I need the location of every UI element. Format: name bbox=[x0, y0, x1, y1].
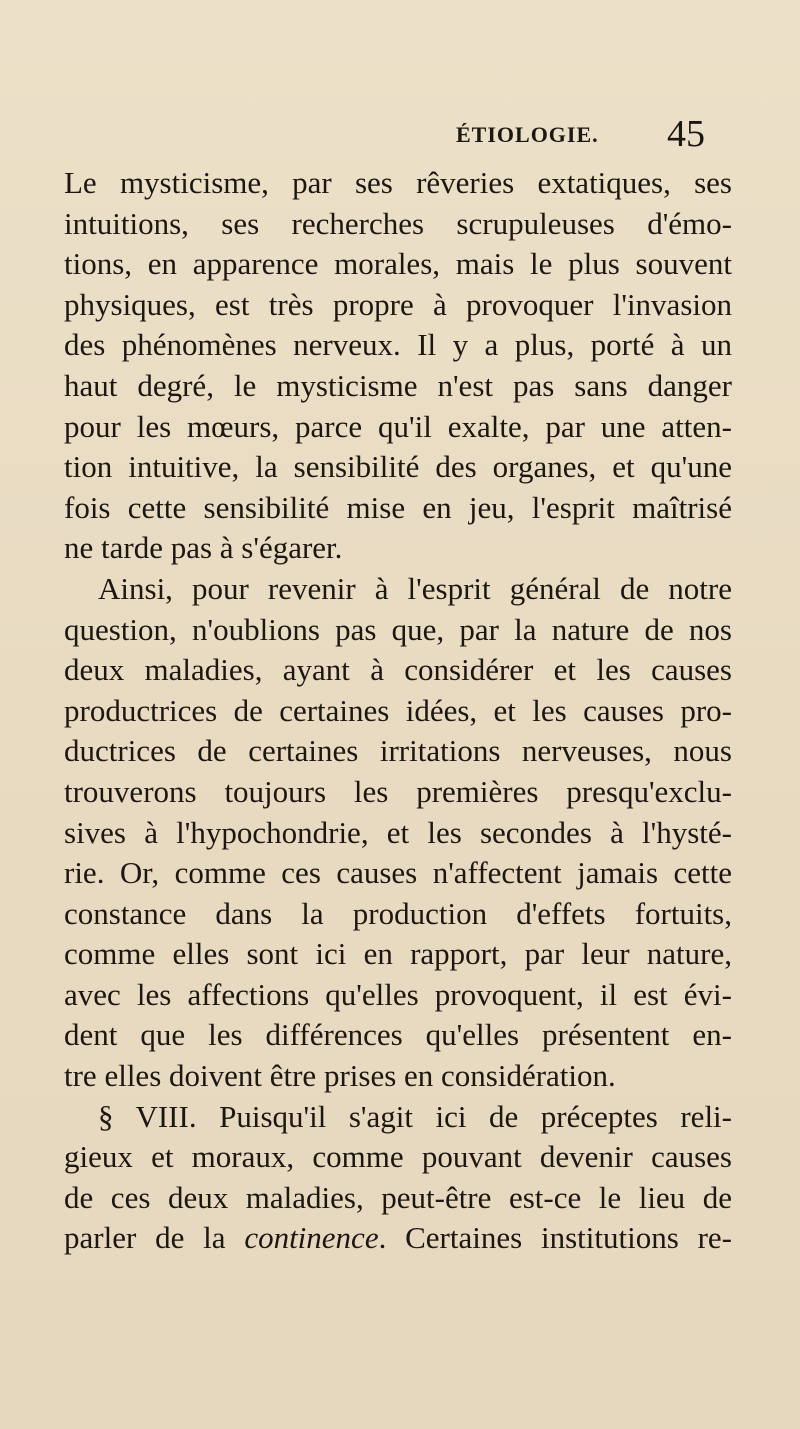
text-line: Le mysticisme, par ses rêveries extatiques, ses bbox=[64, 165, 732, 200]
text-line: comme elles sont ici en rapport, par leur nature, bbox=[64, 936, 732, 972]
text-line: Ainsi, pour revenir à l'esprit général de notre bbox=[98, 570, 732, 606]
page-number: 45 bbox=[667, 113, 705, 155]
body-text bbox=[64, 163, 732, 1259]
last-line-end: . Certaines institutions re- bbox=[378, 1220, 732, 1256]
text-line: haut degré, le mysticisme n'est pas sans danger bbox=[64, 367, 732, 403]
text-line: productrices de certaines idées, et les causes pro- bbox=[64, 692, 732, 728]
text-line: des phénomènes nerveux. Il y a plus, porté à un bbox=[64, 327, 732, 363]
text-line: ne tarde pas à s'égarer. bbox=[64, 530, 343, 566]
last-line-start: parler de la bbox=[64, 1220, 245, 1256]
text-line: ductrices de certaines irritations nerveuses, nous bbox=[64, 733, 732, 769]
text-line: constance dans la production d'effets fortuits, bbox=[64, 895, 732, 931]
text-line: pour les mœurs, parce qu'il exalte, par une atten- bbox=[64, 408, 732, 444]
text-line: dent que les différences qu'elles présentent en- bbox=[64, 1017, 732, 1053]
text-line-last bbox=[64, 1218, 732, 1259]
text-line: fois cette sensibilité mise en jeu, l'esprit maîtrisé bbox=[64, 489, 732, 525]
running-head: ÉTIOLOGIE. bbox=[456, 122, 599, 147]
text-line: physiques, est très propre à provoquer l'invasion bbox=[64, 286, 732, 322]
text-line: question, n'oublions pas que, par la nature de nos bbox=[64, 611, 732, 647]
text-line: deux maladies, ayant à considérer et les causes bbox=[64, 652, 732, 688]
text-line: tre elles doivent être prises en considération. bbox=[64, 1058, 616, 1094]
text-line: intuitions, ses recherches scrupuleuses d'émo- bbox=[64, 205, 732, 241]
text-line: tions, en apparence morales, mais le plus souvent bbox=[64, 246, 732, 282]
text-line: avec les affections qu'elles provoquent, il est évi- bbox=[64, 976, 732, 1012]
text-line: de ces deux maladies, peut-être est-ce le lieu de bbox=[64, 1179, 732, 1215]
text-line: § VIII. Puisqu'il s'agit ici de préceptes reli- bbox=[98, 1098, 732, 1134]
text-line: tion intuitive, la sensibilité des organes, et qu'une bbox=[64, 449, 732, 485]
text-line: gieux et moraux, comme pouvant devenir causes bbox=[64, 1139, 732, 1175]
italic-term: continence bbox=[244, 1220, 379, 1256]
text-line: sives à l'hypochondrie, et les secondes à l'hysté- bbox=[64, 814, 732, 850]
text-line: trouverons toujours les premières presqu'exclu- bbox=[64, 773, 732, 809]
text-line: rie. Or, comme ces causes n'affectent jamais cette bbox=[64, 855, 732, 891]
page-header bbox=[0, 112, 800, 162]
